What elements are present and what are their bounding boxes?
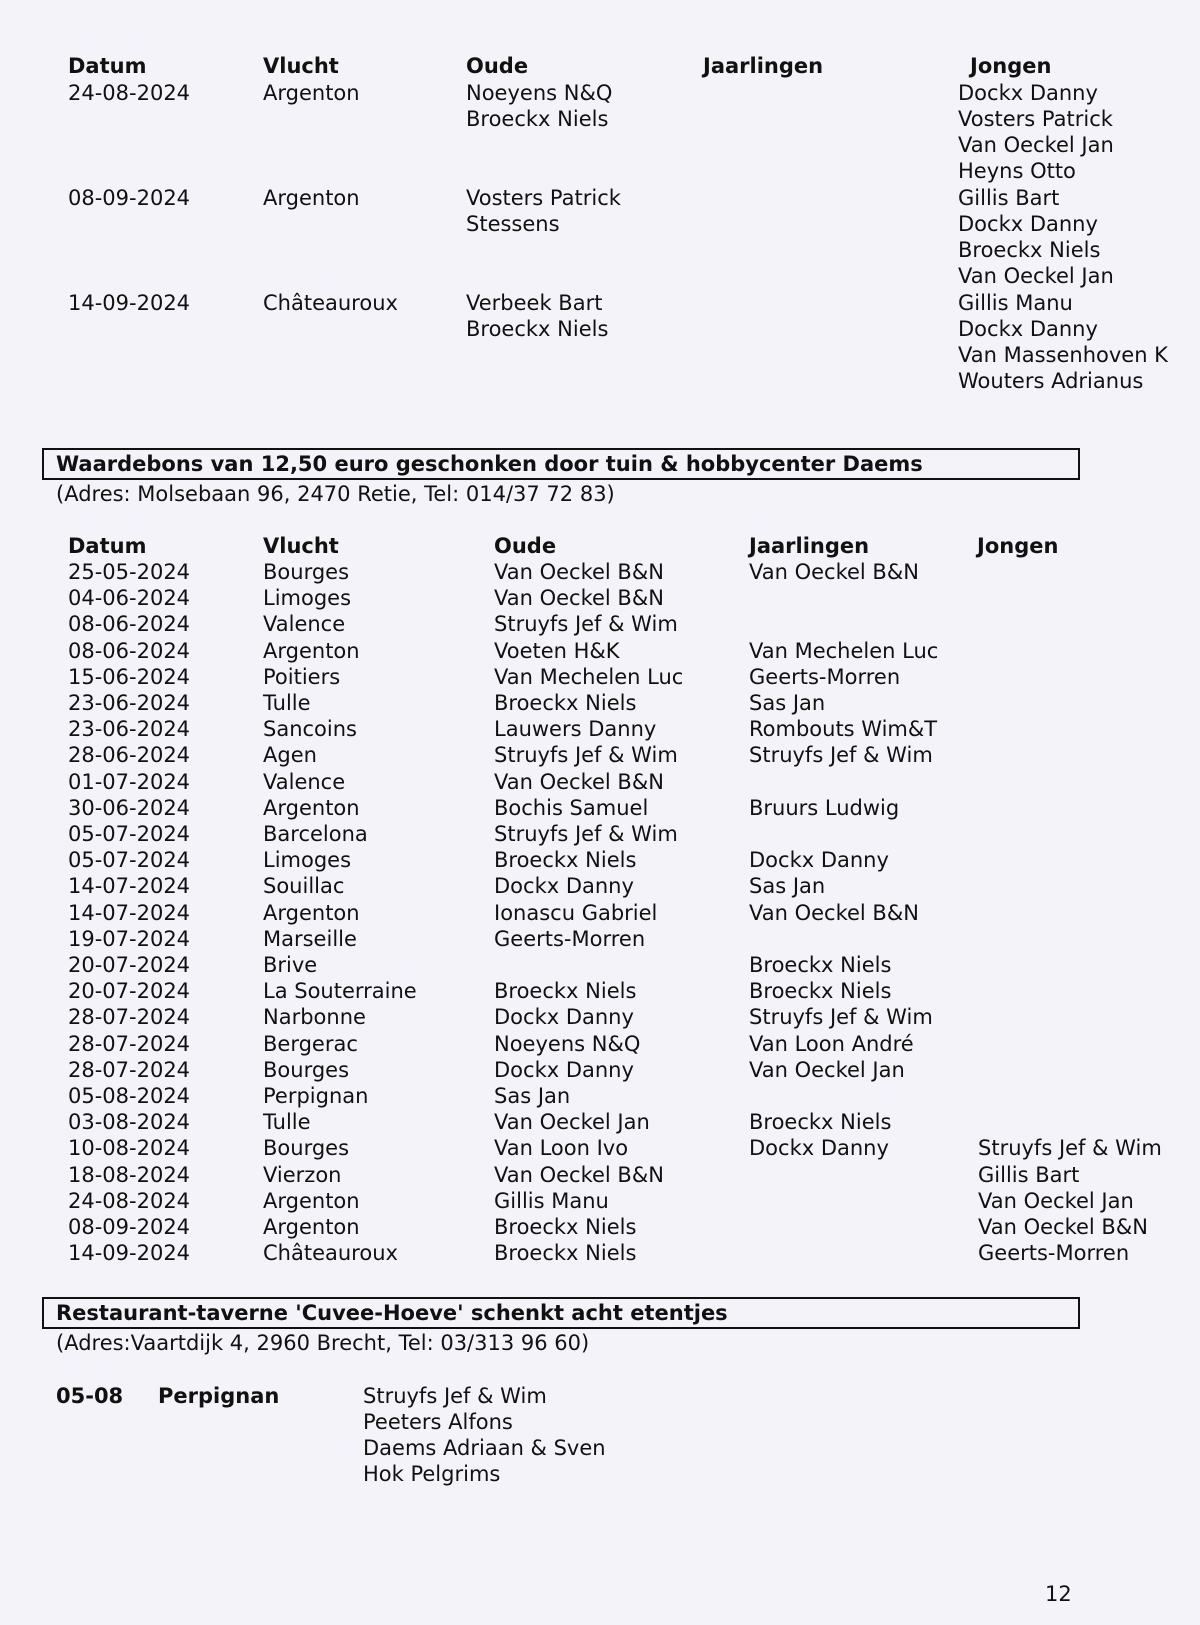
cell-jongen: Broeckx Niels xyxy=(958,238,1101,262)
section2-title: Waardebons van 12,50 euro geschonken door tuin & hobbycenter Daems xyxy=(56,452,923,476)
section2-title-box xyxy=(42,448,1080,480)
page-number: 12 xyxy=(1045,1582,1072,1606)
cell-jongen: Van Oeckel B&N xyxy=(978,1215,1148,1239)
cell-datum: 20-07-2024 xyxy=(68,979,191,1003)
cell-oude: Broeckx Niels xyxy=(494,691,637,715)
cell-jongen: Van Massenhoven K xyxy=(958,343,1168,367)
cell-jaarlingen: Sas Jan xyxy=(749,874,826,898)
cell-vlucht: Bourges xyxy=(263,1136,350,1160)
cell-oude: Dockx Danny xyxy=(494,1005,634,1029)
cell-jaarlingen: Struyfs Jef & Wim xyxy=(749,1005,933,1029)
cell-vlucht: Marseille xyxy=(263,927,357,951)
cell-jongen: Dockx Danny xyxy=(958,81,1098,105)
cell-jaarlingen: Broeckx Niels xyxy=(749,953,892,977)
header-datum: Datum xyxy=(68,54,147,78)
cell-datum: 08-06-2024 xyxy=(68,612,191,636)
cell-vlucht: Valence xyxy=(263,612,346,636)
cell-jaarlingen: Bruurs Ludwig xyxy=(749,796,900,820)
cell-jaarlingen: Struyfs Jef & Wim xyxy=(749,743,933,767)
cell-oude: Van Oeckel B&N xyxy=(494,586,664,610)
cell-datum: 28-07-2024 xyxy=(68,1058,191,1082)
cell-vlucht: Narbonne xyxy=(263,1005,366,1029)
cell-datum: 05-07-2024 xyxy=(68,822,191,846)
cell-datum: 08-09-2024 xyxy=(68,1215,191,1239)
cell-oude: Geerts-Morren xyxy=(494,927,646,951)
cell-oude: Dockx Danny xyxy=(494,874,634,898)
cell-vlucht: Agen xyxy=(263,743,317,767)
cell-datum: 20-07-2024 xyxy=(68,953,191,977)
cell-datum: 19-07-2024 xyxy=(68,927,191,951)
cell-oude: Bochis Samuel xyxy=(494,796,649,820)
cell-oude: Struyfs Jef & Wim xyxy=(494,612,678,636)
cell-datum: 15-06-2024 xyxy=(68,665,191,689)
cell-oude: Vosters Patrick xyxy=(466,186,621,210)
cell-oude: Gillis Manu xyxy=(494,1189,609,1213)
cell-oude: Verbeek Bart xyxy=(466,291,603,315)
cell-oude: Van Mechelen Luc xyxy=(494,665,684,689)
cell-datum: 28-06-2024 xyxy=(68,743,191,767)
cell-vlucht: Sancoins xyxy=(263,717,357,741)
cell-vlucht: Vierzon xyxy=(263,1163,342,1187)
cell-vlucht: Bourges xyxy=(263,1058,350,1082)
cell-oude: Van Oeckel B&N xyxy=(494,560,664,584)
cell-datum: 01-07-2024 xyxy=(68,770,191,794)
cell-oude: Stessens xyxy=(466,212,560,236)
cell-oude: Struyfs Jef & Wim xyxy=(494,743,678,767)
header-oude: Oude xyxy=(494,534,557,558)
header-oude: Oude xyxy=(466,54,529,78)
cell-jongen: Heyns Otto xyxy=(958,159,1076,183)
cell-vlucht: Valence xyxy=(263,770,346,794)
cell-jaarlingen: Rombouts Wim&T xyxy=(749,717,938,741)
header-vlucht: Vlucht xyxy=(263,54,339,78)
cell-jaarlingen: Van Loon André xyxy=(749,1032,914,1056)
cell-jongen: Geerts-Morren xyxy=(978,1241,1130,1265)
cell-jaarlingen: Dockx Danny xyxy=(749,1136,889,1160)
cell-jongen: Gillis Bart xyxy=(978,1163,1080,1187)
cell-vlucht: La Souterraine xyxy=(263,979,417,1003)
cell-datum: 14-07-2024 xyxy=(68,901,191,925)
cell-oude: Noeyens N&Q xyxy=(494,1032,641,1056)
cell-datum: 25-05-2024 xyxy=(68,560,191,584)
cell-vlucht: Argenton xyxy=(263,186,360,210)
cell-datum: 14-07-2024 xyxy=(68,874,191,898)
cell-oude: Broeckx Niels xyxy=(494,848,637,872)
cell-vlucht: Poitiers xyxy=(263,665,341,689)
winner-name: Peeters Alfons xyxy=(363,1410,513,1434)
cell-vlucht: Perpignan xyxy=(263,1084,369,1108)
cell-datum: 24-08-2024 xyxy=(68,81,191,105)
cell-jaarlingen: Geerts-Morren xyxy=(749,665,901,689)
cell-datum: 10-08-2024 xyxy=(68,1136,191,1160)
cell-datum: 30-06-2024 xyxy=(68,796,191,820)
cell-datum: 03-08-2024 xyxy=(68,1110,191,1134)
cell-vlucht: Argenton xyxy=(263,1189,360,1213)
section3-title-box xyxy=(42,1297,1080,1329)
cell-jaarlingen: Van Oeckel Jan xyxy=(749,1058,905,1082)
cell-vlucht: Châteauroux xyxy=(263,1241,398,1265)
section3-title: Restaurant-taverne 'Cuvee-Hoeve' schenkt acht etentjes xyxy=(56,1301,728,1325)
cell-jongen: Van Oeckel Jan xyxy=(958,264,1114,288)
cell-jaarlingen: Van Oeckel B&N xyxy=(749,901,919,925)
cell-vlucht: Argenton xyxy=(263,1215,360,1239)
cell-vlucht: Tulle xyxy=(263,1110,311,1134)
header-datum: Datum xyxy=(68,534,147,558)
cell-vlucht: Argenton xyxy=(263,901,360,925)
cell-jongen: Dockx Danny xyxy=(958,317,1098,341)
cell-jaarlingen: Broeckx Niels xyxy=(749,979,892,1003)
cell-jaarlingen: Van Mechelen Luc xyxy=(749,639,939,663)
header-jaarlingen: Jaarlingen xyxy=(749,534,870,558)
cell-datum: 05-07-2024 xyxy=(68,848,191,872)
cell-vlucht: Limoges xyxy=(263,848,352,872)
cell-vlucht: Tulle xyxy=(263,691,311,715)
winner-name: Daems Adriaan & Sven xyxy=(363,1436,606,1460)
cell-vlucht: Bourges xyxy=(263,560,350,584)
cell-jaarlingen: Van Oeckel B&N xyxy=(749,560,919,584)
cell-oude: Broeckx Niels xyxy=(466,107,609,131)
header-jongen: Jongen xyxy=(977,534,1059,558)
cell-oude: Van Oeckel Jan xyxy=(494,1110,650,1134)
section2-address: (Adres: Molsebaan 96, 2470 Retie, Tel: 014/37 72 83) xyxy=(56,482,615,506)
cell-jongen: Gillis Manu xyxy=(958,291,1073,315)
cell-datum: 24-08-2024 xyxy=(68,1189,191,1213)
section3-date: 05-08 xyxy=(56,1384,124,1408)
cell-datum: 23-06-2024 xyxy=(68,717,191,741)
cell-jongen: Van Oeckel Jan xyxy=(958,133,1114,157)
cell-jongen: Van Oeckel Jan xyxy=(978,1189,1134,1213)
cell-oude: Van Oeckel B&N xyxy=(494,1163,664,1187)
cell-oude: Voeten H&K xyxy=(494,639,620,663)
cell-oude: Ionascu Gabriel xyxy=(494,901,658,925)
cell-jaarlingen: Broeckx Niels xyxy=(749,1110,892,1134)
cell-jongen: Wouters Adrianus xyxy=(958,369,1144,393)
cell-jaarlingen: Sas Jan xyxy=(749,691,826,715)
cell-vlucht: Souillac xyxy=(263,874,345,898)
header-vlucht: Vlucht xyxy=(263,534,339,558)
cell-oude: Dockx Danny xyxy=(494,1058,634,1082)
cell-oude: Noeyens N&Q xyxy=(466,81,613,105)
cell-vlucht: Brive xyxy=(263,953,318,977)
cell-jongen: Struyfs Jef & Wim xyxy=(978,1136,1162,1160)
cell-oude: Broeckx Niels xyxy=(494,1241,637,1265)
cell-datum: 14-09-2024 xyxy=(68,291,191,315)
cell-jongen: Vosters Patrick xyxy=(958,107,1113,131)
cell-vlucht: Bergerac xyxy=(263,1032,358,1056)
header-jaarlingen: Jaarlingen xyxy=(703,54,824,78)
cell-datum: 14-09-2024 xyxy=(68,1241,191,1265)
cell-oude: Van Loon Ivo xyxy=(494,1136,629,1160)
cell-vlucht: Argenton xyxy=(263,639,360,663)
cell-jongen: Dockx Danny xyxy=(958,212,1098,236)
cell-datum: 08-09-2024 xyxy=(68,186,191,210)
cell-datum: 08-06-2024 xyxy=(68,639,191,663)
cell-jaarlingen: Dockx Danny xyxy=(749,848,889,872)
cell-jongen: Gillis Bart xyxy=(958,186,1060,210)
cell-vlucht: Barcelona xyxy=(263,822,368,846)
cell-datum: 05-08-2024 xyxy=(68,1084,191,1108)
cell-oude: Broeckx Niels xyxy=(494,979,637,1003)
winner-name: Hok Pelgrims xyxy=(363,1462,501,1486)
cell-vlucht: Argenton xyxy=(263,81,360,105)
cell-oude: Sas Jan xyxy=(494,1084,571,1108)
cell-oude: Lauwers Danny xyxy=(494,717,657,741)
cell-vlucht: Argenton xyxy=(263,796,360,820)
cell-oude: Struyfs Jef & Wim xyxy=(494,822,678,846)
cell-oude: Broeckx Niels xyxy=(466,317,609,341)
cell-datum: 28-07-2024 xyxy=(68,1032,191,1056)
section3-flight: Perpignan xyxy=(158,1384,280,1408)
cell-datum: 23-06-2024 xyxy=(68,691,191,715)
cell-datum: 18-08-2024 xyxy=(68,1163,191,1187)
cell-vlucht: Châteauroux xyxy=(263,291,398,315)
cell-datum: 28-07-2024 xyxy=(68,1005,191,1029)
header-jongen: Jongen xyxy=(970,54,1052,78)
cell-oude: Van Oeckel B&N xyxy=(494,770,664,794)
cell-datum: 04-06-2024 xyxy=(68,586,191,610)
section3-address: (Adres:Vaartdijk 4, 2960 Brecht, Tel: 03/313 96 60) xyxy=(56,1331,590,1355)
cell-vlucht: Limoges xyxy=(263,586,352,610)
winner-name: Struyfs Jef & Wim xyxy=(363,1384,547,1408)
cell-oude: Broeckx Niels xyxy=(494,1215,637,1239)
